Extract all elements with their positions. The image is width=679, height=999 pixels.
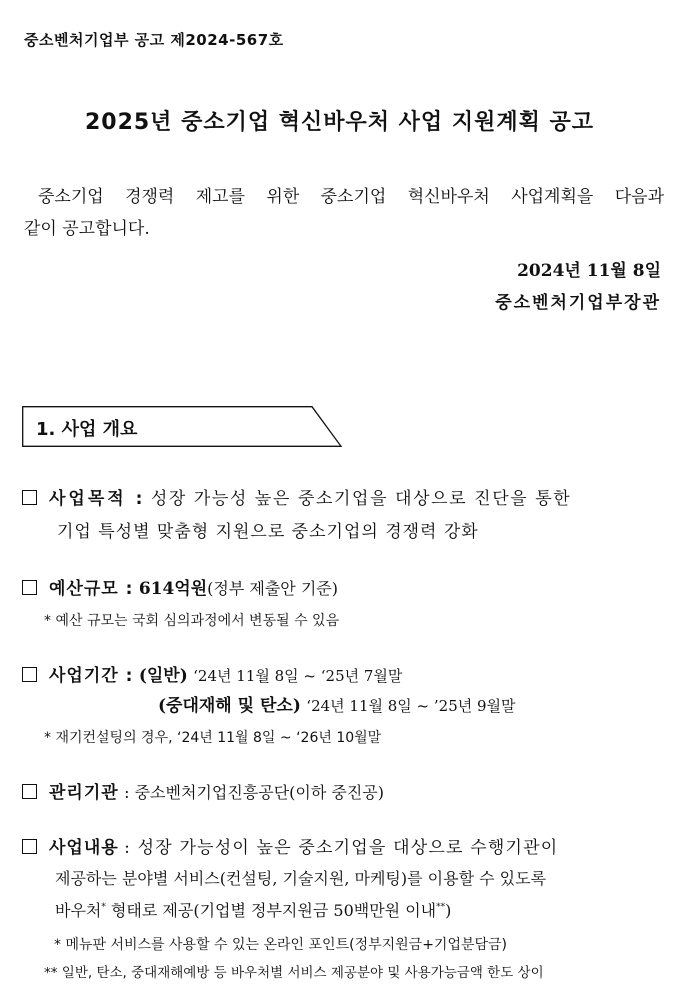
checkbox-square-icon (22, 784, 37, 799)
notice-number: 중소벤처기업부 공고 제2024-567호 (24, 31, 284, 49)
purpose-text-line1: 성장 가능성 높은 중소기업을 대상으로 진단을 통한 (150, 489, 572, 509)
intro-text-line2: 같이 공고합니다. (24, 219, 150, 239)
intro-text-line1: 중소기업 경쟁력 제고를 위한 중소기업 혁신바우처 사업계획을 다음과 (38, 187, 664, 207)
checkbox-square-icon (22, 490, 37, 505)
period-general-label: (일반) (138, 666, 188, 686)
checkbox-square-icon (22, 839, 37, 854)
period-disaster-label: (중대재해 및 탄소) (158, 696, 301, 716)
content-limit-sup: ** (436, 902, 446, 913)
content-voucher: 바우처 (55, 901, 102, 920)
document-title: 2025년 중소기업 혁신바우처 사업 지원계획 공고 (84, 110, 595, 135)
content-form: 형태로 제공(기업별 정부지원금 50백만원 이내 (105, 901, 437, 920)
content-text-line1: : 성장 가능성이 높은 중소기업을 대상으로 수행기관이 (124, 838, 559, 858)
announcement-date: 2024년 11월 8일 (517, 261, 661, 281)
issuer-name: 중소벤처기업부장관 (495, 293, 661, 313)
budget-line (22, 574, 338, 599)
content-text-line3 (55, 898, 451, 921)
section-heading: 1. 사업 개요 (36, 419, 138, 440)
content-note1: * 메뉴판 서비스를 사용할 수 있는 온라인 포인트(정부지원금+기업분담금) (54, 937, 507, 953)
period-general-value: ‘24년 11월 8일 ~ ‘25년 7월말 (193, 667, 403, 685)
budget-note: * 예산 규모는 국회 심의과정에서 변동될 수 있음 (44, 613, 340, 629)
period-disaster-value: ‘24년 11월 8일 ~ ’25년 9월말 (306, 697, 516, 715)
content-text-line2: 제공하는 분야별 서비스(컨설팅, 기술지원, 마케팅)를 이용할 수 있도록 (55, 869, 547, 888)
budget-label: 예산규모 : (49, 579, 134, 599)
agency-line (22, 778, 384, 803)
content-voucher-sup: * (101, 902, 106, 913)
purpose-line1 (22, 484, 662, 509)
agency-label: 관리기관 (49, 783, 119, 803)
purpose-text-line2: 기업 특성별 맞춤형 지원으로 중소기업의 경쟁력 강화 (57, 522, 479, 542)
content-label: 사업내용 (49, 838, 119, 858)
period-line2 (158, 691, 516, 716)
budget-suffix: (정부 제출안 기준) (207, 579, 339, 598)
content-note2: ** 일반, 탄소, 중대재해예방 등 바우처별 서비스 제공분야 및 사용가능금액 한도 상이 (44, 965, 544, 981)
section-heading-box (22, 406, 342, 447)
agency-value: : 중소벤처기업진흥공단(이하 중진공) (124, 783, 384, 802)
budget-amount: 614억원 (138, 579, 208, 599)
checkbox-square-icon (22, 667, 37, 682)
period-label: 사업기간 : (49, 666, 134, 686)
period-note: * 재기컨설팅의 경우, ‘24년 11월 8일 ~ ‘26년 10월말 (44, 730, 382, 746)
content-line1 (22, 833, 662, 858)
content-close: ) (445, 901, 452, 920)
checkbox-square-icon (22, 580, 37, 595)
purpose-label: 사업목적 : (49, 489, 146, 509)
period-line1 (22, 661, 402, 686)
